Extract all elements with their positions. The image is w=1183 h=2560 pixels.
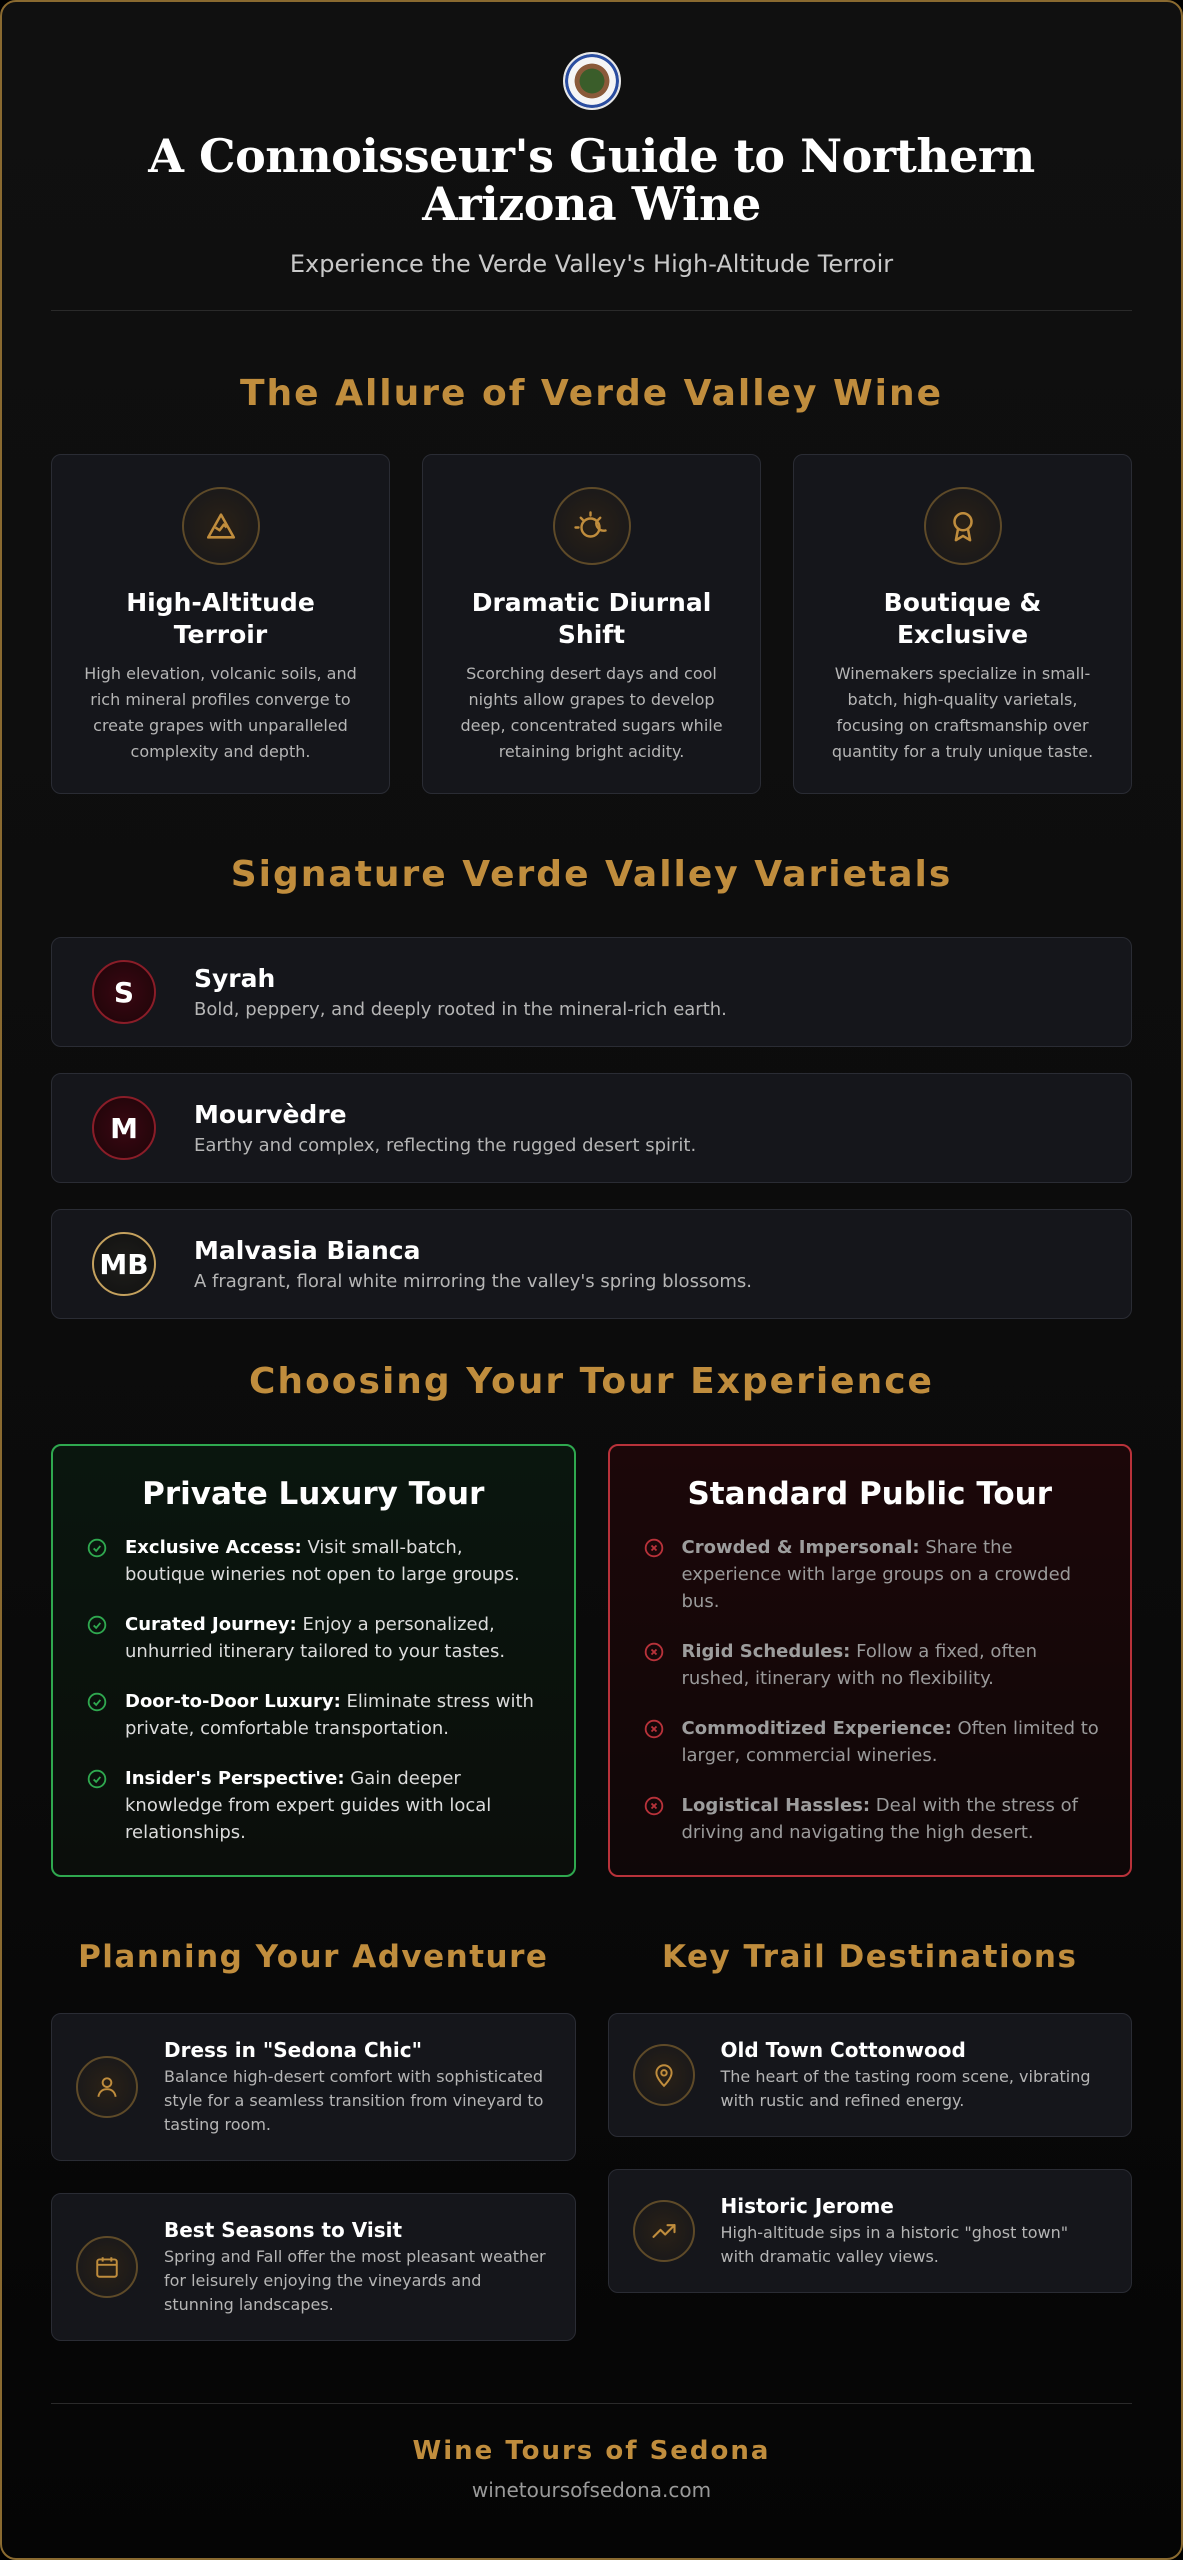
- destination-text: High-altitude sips in a historic "ghost town" with dramatic valley views.: [720, 2222, 1069, 2266]
- varietal-name: Malvasia Bianca: [194, 1236, 421, 1265]
- feature-card-diurnal: [422, 454, 761, 794]
- footer: [2, 2436, 1181, 2502]
- tip-title: Best Seasons to Visit: [164, 2217, 403, 2242]
- pro-item: Insider's Perspective: Gain deeper knowledge from expert guides with local relationships.: [83, 1765, 544, 1846]
- feature-text: High elevation, volcanic soils, and rich mineral profiles converge to create grapes with unparalleled complexity and depth.: [84, 664, 357, 761]
- trending-up-icon: [633, 2200, 695, 2262]
- check-circle-icon: [87, 1615, 107, 1635]
- calendar-icon: [76, 2236, 138, 2298]
- planning-destinations: [2, 1939, 1181, 2373]
- feature-card-boutique: [793, 454, 1132, 794]
- pro-item: Door-to-Door Luxury: Eliminate stress with private, comfortable transportation.: [83, 1688, 544, 1742]
- page-subtitle: Experience the Verde Valley's High-Altitude Terroir: [289, 250, 894, 278]
- arizona-seal-logo: [563, 52, 621, 110]
- award-icon: [924, 487, 1002, 565]
- tour-comparison: [2, 1444, 1181, 1877]
- varietal-desc: Earthy and complex, reflecting the rugged desert spirit.: [194, 1135, 697, 1156]
- x-circle-icon: [644, 1642, 664, 1662]
- varietal-name: Syrah: [194, 964, 276, 993]
- varietal-desc: A fragrant, floral white mirroring the valley's spring blossoms.: [194, 1271, 752, 1292]
- private-tour-card: [51, 1444, 576, 1877]
- check-circle-icon: [87, 1538, 107, 1558]
- pro-item: Curated Journey: Enjoy a personalized, unhurried itinerary tailored to your tastes.: [83, 1611, 544, 1665]
- con-item: Crowded & Impersonal: Share the experience with large groups on a crowded bus.: [640, 1534, 1101, 1615]
- planning-heading: Planning Your Adventure: [78, 1939, 549, 1975]
- feature-text: Scorching desert days and cool nights allow grapes to develop deep, concentrated sugars while retaining bright acidity.: [460, 664, 723, 761]
- destination-card-cottonwood: [608, 2013, 1133, 2137]
- person-icon: [76, 2056, 138, 2118]
- con-item: Logistical Hassles: Deal with the stress of driving and navigating the high desert.: [640, 1792, 1101, 1846]
- feature-card-terroir: [51, 454, 390, 794]
- tip-text: Balance high-desert comfort with sophisticated style for a seamless transition from vineyard to tasting room.: [164, 2066, 544, 2134]
- tip-title: Dress in "Sedona Chic": [164, 2037, 423, 2062]
- map-pin-icon: [633, 2044, 695, 2106]
- planning-column: [51, 1939, 576, 2373]
- mountain-icon: [182, 487, 260, 565]
- feature-title: High-Altitude Terroir: [126, 588, 315, 649]
- allure-heading: The Allure of Verde Valley Wine: [239, 373, 944, 414]
- destinations-column: [608, 1939, 1133, 2373]
- varietal-badge: MB: [92, 1232, 156, 1296]
- varietals-heading: Signature Verde Valley Varietals: [230, 854, 953, 895]
- divider: [51, 2403, 1132, 2404]
- varietal-badge: S: [92, 960, 156, 1024]
- private-tour-title: Private Luxury Tour: [142, 1476, 485, 1512]
- public-tour-list: [640, 1534, 1101, 1846]
- sun-moon-icon: [553, 487, 631, 565]
- feature-title: Boutique & Exclusive: [883, 588, 1042, 649]
- page-title: A Connoisseur's Guide to Northern Arizona Wine: [148, 129, 1035, 231]
- destination-text: The heart of the tasting room scene, vibrating with rustic and refined energy.: [720, 2066, 1091, 2110]
- x-circle-icon: [644, 1538, 664, 1558]
- public-tour-title: Standard Public Tour: [687, 1476, 1053, 1512]
- con-item: Commoditized Experience: Often limited to larger, commercial wineries.: [640, 1715, 1101, 1769]
- varietal-syrah: [51, 937, 1132, 1047]
- tip-card-seasons: [51, 2193, 576, 2341]
- check-circle-icon: [87, 1692, 107, 1712]
- tip-text: Spring and Fall offer the most pleasant weather for leisurely enjoying the vineyards and stunning landscapes.: [164, 2246, 546, 2314]
- destination-title: Historic Jerome: [720, 2193, 894, 2218]
- varietals-list: [2, 937, 1181, 1319]
- pro-item: Exclusive Access: Visit small-batch, boutique wineries not open to large groups.: [83, 1534, 544, 1588]
- hero-section: [2, 2, 1181, 278]
- varietal-mourvedre: [51, 1073, 1132, 1183]
- tip-card-dress: [51, 2013, 576, 2161]
- destination-card-jerome: [608, 2169, 1133, 2293]
- feature-title: Dramatic Diurnal Shift: [471, 588, 712, 649]
- destination-title: Old Town Cottonwood: [720, 2037, 966, 2062]
- divider: [51, 310, 1132, 311]
- footer-brand: Wine Tours of Sedona: [412, 2436, 771, 2466]
- public-tour-card: [608, 1444, 1133, 1877]
- destinations-heading: Key Trail Destinations: [662, 1939, 1078, 1975]
- x-circle-icon: [644, 1719, 664, 1739]
- x-circle-icon: [644, 1796, 664, 1816]
- varietal-name: Mourvèdre: [194, 1100, 347, 1129]
- varietal-badge: M: [92, 1096, 156, 1160]
- tours-heading: Choosing Your Tour Experience: [249, 1361, 934, 1402]
- allure-cards: [2, 454, 1181, 794]
- private-tour-list: [83, 1534, 544, 1846]
- feature-text: Winemakers specialize in small-batch, high-quality varietals, focusing on craftsmanship over quantity for a truly unique taste.: [831, 664, 1094, 761]
- varietal-desc: Bold, peppery, and deeply rooted in the mineral-rich earth.: [194, 999, 727, 1020]
- footer-url[interactable]: winetoursofsedona.com: [471, 2478, 712, 2502]
- varietal-malvasia: [51, 1209, 1132, 1319]
- check-circle-icon: [87, 1769, 107, 1789]
- con-item: Rigid Schedules: Follow a fixed, often rushed, itinerary with no flexibility.: [640, 1638, 1101, 1692]
